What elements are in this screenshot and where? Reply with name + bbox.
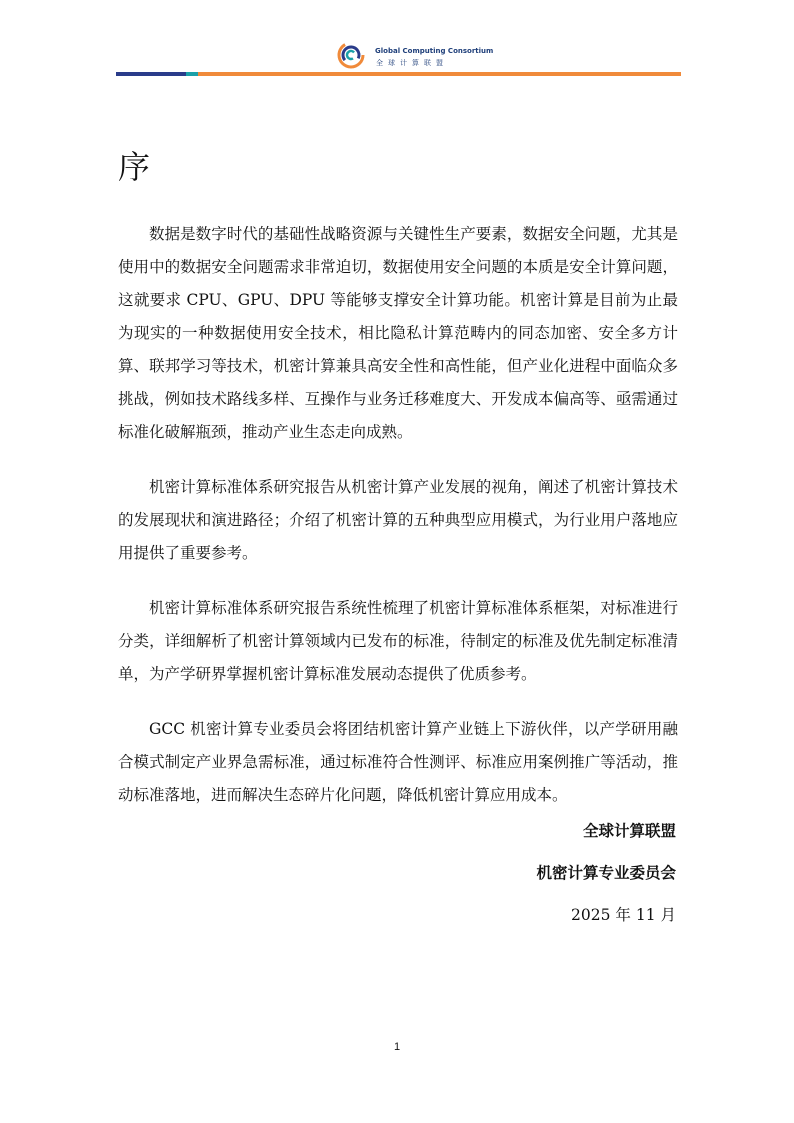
signature-committee: 机密计算专业委员会 — [536, 863, 676, 882]
header-bar-teal — [186, 72, 198, 76]
signature-org: 全球计算联盟 — [582, 821, 676, 840]
logo-chinese-text: 全球计算联盟 — [376, 59, 448, 67]
signature-date: 2025 年 11 月 — [571, 906, 676, 924]
preface-paragraph-3: 机密计算标准体系研究报告系统性梳理了机密计算标准体系框架，对标准进行分类，详细解析了机密计算领域内已发布的标准，待制定的标准及优先制定标准清单，为产学研界掌握机密计算标准发展动态提供了优质参考。 — [118, 599, 678, 683]
page-header — [0, 40, 794, 76]
preface-body — [118, 218, 678, 834]
gcc-logo-icon — [337, 41, 365, 69]
gcc-logo — [337, 41, 494, 71]
preface-paragraph-4: GCC 机密计算专业委员会将团结机密计算产业链上下游伙伴，以产学研用融合模式制定产业界急需标准，通过标准符合性测评、标准应用案例推广等活动，推动标准落地，进而解决生态碎片化问题，降低机密计算应用成本。 — [118, 720, 678, 804]
header-bar-blue — [116, 72, 186, 76]
signature-block — [536, 810, 676, 936]
page-title: 序 — [118, 148, 151, 186]
preface-paragraph-1: 数据是数字时代的基础性战略资源与关键性生产要素，数据安全问题，尤其是使用中的数据安全问题需求非常迫切，数据使用安全问题的本质是安全计算问题，这就要求 CPU、GPU、DPU 等能够支撑安全计算功能。机密计算是目前为止最为现实的一种数据使用安全技术，相比隐私计算范畴内的同态加密、安全多方计算、联邦学习等技术，机密计算兼具高安全性和高性能，但产业化进程中面临众多挑战，例如技术路线多样、互操作与业务迁移难度大、开发成本偏高等、亟需通过标准化破解瓶颈，推动产业生态走向成熟。 — [118, 225, 678, 441]
logo-english-text: Global Computing Consortium — [375, 47, 494, 55]
header-bar-orange — [198, 72, 681, 76]
preface-paragraph-2: 机密计算标准体系研究报告从机密计算产业发展的视角，阐述了机密计算技术的发展现状和演进路径；介绍了机密计算的五种典型应用模式，为行业用户落地应用提供了重要参考。 — [118, 478, 678, 562]
page-number: 1 — [393, 1041, 401, 1053]
